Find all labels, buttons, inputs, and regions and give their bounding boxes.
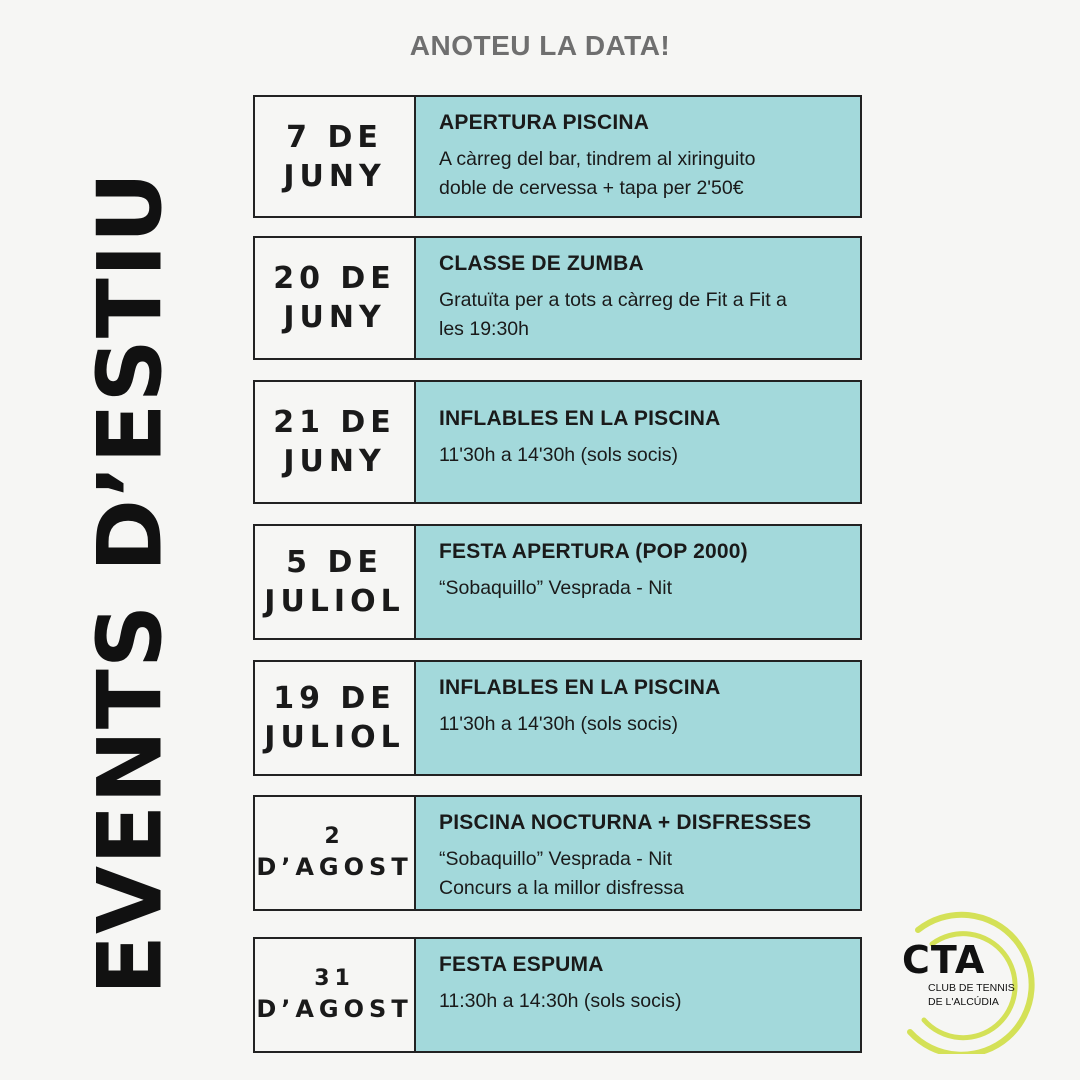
event-date xyxy=(255,97,416,216)
event-info xyxy=(416,939,860,1051)
event-card xyxy=(253,236,862,360)
event-title: PISCINA NOCTURNA + DISFRESSES xyxy=(439,811,812,834)
vertical-title: EVENTS D’ESTIU xyxy=(78,170,182,996)
event-date xyxy=(255,939,416,1051)
logo-name: CTA xyxy=(902,938,986,982)
event-date-line2: JUNY xyxy=(283,158,386,194)
event-date xyxy=(255,797,416,909)
event-date-line1: 21 DE xyxy=(273,405,396,440)
club-logo xyxy=(898,908,1044,1054)
event-description xyxy=(439,286,838,345)
event-title: INFLABLES EN LA PISCINA xyxy=(439,407,721,431)
event-info xyxy=(416,526,860,638)
event-desc-line2: Concurs a la millor disfressa xyxy=(439,877,684,900)
event-description xyxy=(439,987,838,1016)
subtitle: ANOTEU LA DATA! xyxy=(409,30,671,61)
event-date-line2: JULIOL xyxy=(264,720,405,755)
logo-subtitle-line2: DE L'ALCÚDIA xyxy=(928,995,999,1008)
event-card xyxy=(253,937,862,1053)
event-desc-line1: 11:30h a 14:30h (sols socis) xyxy=(439,990,682,1012)
event-title: INFLABLES EN LA PISCINA xyxy=(439,676,721,699)
event-description xyxy=(439,145,838,204)
event-date-line2: JUNY xyxy=(283,300,386,335)
event-date-line1: 20 DE xyxy=(273,261,396,296)
event-date xyxy=(255,526,416,638)
logo-subtitle-line1: CLUB DE TENNIS xyxy=(928,982,1015,994)
event-date xyxy=(255,662,416,774)
event-date-line2: JUNY xyxy=(283,444,386,479)
event-description xyxy=(439,845,838,904)
event-date-line2: D’AGOST xyxy=(256,852,413,881)
event-desc-line2: doble de cervessa + tapa per 2'50€ xyxy=(439,177,744,200)
event-date-line1: 7 DE xyxy=(286,119,383,155)
event-card xyxy=(253,660,862,776)
event-date-line2: D’AGOST xyxy=(256,994,413,1023)
event-title: FESTA ESPUMA xyxy=(439,953,604,976)
event-card xyxy=(253,524,862,640)
event-desc-line1: A càrreg del bar, tindrem al xiringuito xyxy=(439,148,756,170)
event-info xyxy=(416,662,860,774)
event-title: APERTURA PISCINA xyxy=(439,111,650,134)
event-date xyxy=(255,238,416,358)
event-title: CLASSE DE ZUMBA xyxy=(439,252,644,275)
event-date-line2: JULIOL xyxy=(264,584,405,619)
event-info xyxy=(416,382,860,502)
event-desc-line1: 11'30h a 14'30h (sols socis) xyxy=(439,713,679,735)
event-desc-line1: 11'30h a 14'30h (sols socis) xyxy=(439,444,679,467)
event-desc-line1: Gratuïta per a tots a càrreg de Fit a Fit a xyxy=(439,289,787,311)
event-info xyxy=(416,797,860,909)
event-desc-line1: “Sobaquillo” Vesprada - Nit xyxy=(439,848,673,870)
event-date-line1: 19 DE xyxy=(273,681,396,716)
event-desc-line1: “Sobaquillo” Vesprada - Nit xyxy=(439,577,673,599)
event-description xyxy=(439,441,838,470)
event-date-line1: 2 xyxy=(324,824,345,850)
logo-subtitle xyxy=(928,982,1015,1009)
event-desc-line2: les 19:30h xyxy=(439,318,529,341)
event-info xyxy=(416,97,860,216)
event-description xyxy=(439,574,838,603)
event-date-line1: 5 DE xyxy=(286,545,383,580)
event-date-line1: 31 xyxy=(314,966,355,992)
event-card xyxy=(253,95,862,218)
event-description xyxy=(439,710,838,739)
event-card xyxy=(253,795,862,911)
event-title: FESTA APERTURA (POP 2000) xyxy=(439,540,748,563)
event-card xyxy=(253,380,862,504)
event-info xyxy=(416,238,860,358)
event-date xyxy=(255,382,416,502)
